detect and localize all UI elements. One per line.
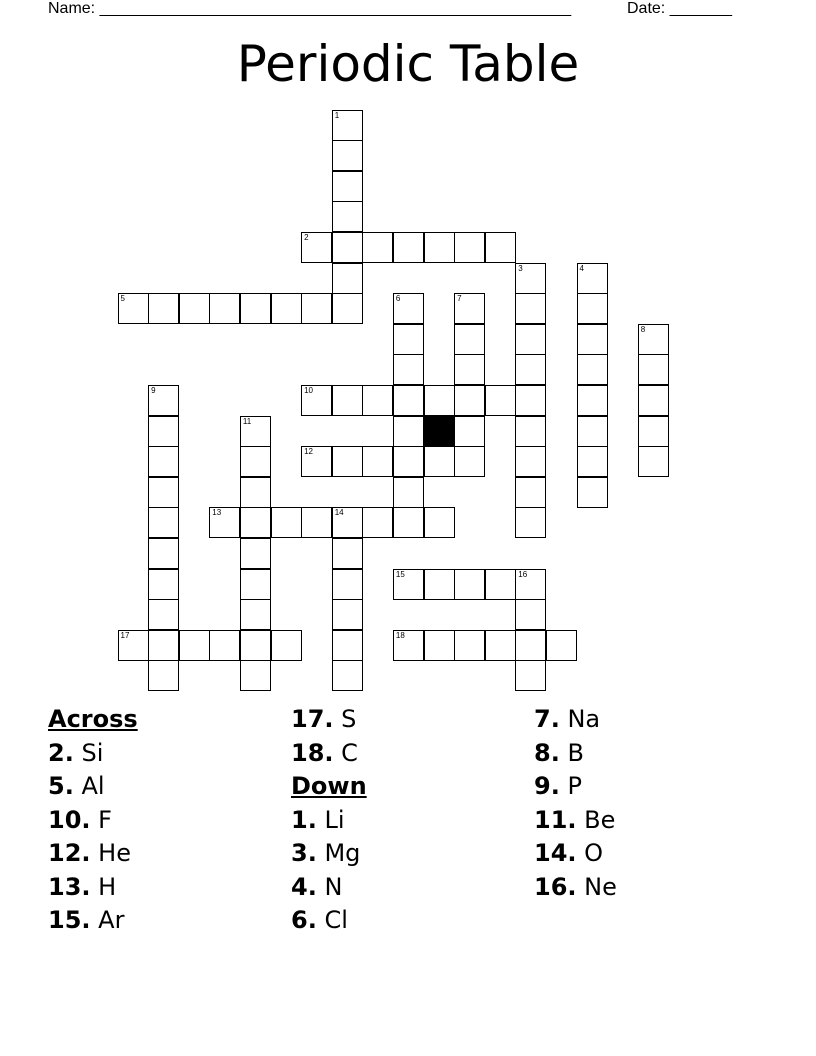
clue-answer: B xyxy=(567,738,584,767)
grid-cell[interactable] xyxy=(148,660,179,691)
clue-number-label: 1 xyxy=(334,110,340,120)
grid-cell[interactable] xyxy=(638,354,669,385)
grid-cell[interactable] xyxy=(240,599,271,630)
clue-number-label: 16 xyxy=(518,569,528,579)
grid-cell[interactable] xyxy=(148,599,179,630)
grid-cell[interactable] xyxy=(148,538,179,569)
clue-number: 14. xyxy=(534,839,577,867)
grid-cell[interactable] xyxy=(301,446,332,477)
grid-cell[interactable] xyxy=(515,263,546,294)
grid-cell[interactable] xyxy=(577,446,608,477)
grid-cell[interactable] xyxy=(515,477,546,508)
clue-number: 5. xyxy=(48,772,74,800)
clue-number: 12. xyxy=(48,839,91,867)
grid-cell[interactable] xyxy=(577,354,608,385)
grid-cell[interactable] xyxy=(577,263,608,294)
clue-number-label: 3 xyxy=(518,263,523,273)
grid-cell[interactable] xyxy=(118,293,149,324)
grid-cell[interactable] xyxy=(424,446,455,477)
grid-cell[interactable] xyxy=(240,446,271,477)
grid-cell[interactable] xyxy=(332,110,363,141)
grid-cell[interactable] xyxy=(424,630,455,661)
grid-cell[interactable] xyxy=(301,507,332,538)
grid-cell[interactable] xyxy=(179,630,210,661)
grid-cell[interactable] xyxy=(332,385,363,416)
clue-number: 4. xyxy=(291,872,317,901)
grid-cell[interactable] xyxy=(515,354,546,385)
grid-cell[interactable] xyxy=(454,293,485,324)
grid-cell[interactable] xyxy=(332,293,363,324)
clue-number: 3. xyxy=(291,839,317,867)
page-title: Periodic Table xyxy=(236,35,580,93)
clue-item xyxy=(48,737,138,771)
grid-cell[interactable] xyxy=(515,599,546,630)
clue-number: 9. xyxy=(534,772,560,800)
grid-cell[interactable] xyxy=(515,293,546,324)
grid-cell[interactable] xyxy=(485,385,516,416)
clue-number-label: 4 xyxy=(579,263,584,273)
clue-number-label: 9 xyxy=(151,385,156,395)
grid-cell[interactable] xyxy=(332,201,363,232)
clue-number: 15. xyxy=(48,906,91,934)
clue-number: 16. xyxy=(534,872,577,901)
grid-cell[interactable] xyxy=(424,385,455,416)
clue-item xyxy=(48,770,138,804)
clue-number: 17. xyxy=(291,705,334,733)
grid-cell[interactable] xyxy=(148,569,179,600)
grid-cell[interactable] xyxy=(148,477,179,508)
clue-item xyxy=(48,837,138,871)
clue-column-1 xyxy=(48,703,138,938)
clue-item xyxy=(534,837,617,871)
grid-cell[interactable] xyxy=(638,416,669,447)
grid-cell[interactable] xyxy=(271,507,302,538)
grid-cell[interactable] xyxy=(577,324,608,355)
grid-cell[interactable] xyxy=(515,569,546,600)
clue-item xyxy=(534,703,617,737)
grid-cell[interactable] xyxy=(240,538,271,569)
clue-answer: Be xyxy=(584,805,616,834)
grid-cell[interactable] xyxy=(638,324,669,355)
clue-number-label: 18 xyxy=(395,630,405,640)
grid-cell[interactable] xyxy=(332,446,363,477)
clue-answer: Na xyxy=(567,705,601,733)
clue-item xyxy=(48,904,138,938)
grid-cell[interactable] xyxy=(577,416,608,447)
grid-cell[interactable] xyxy=(638,446,669,477)
clue-answer: Li xyxy=(324,805,345,834)
grid-cell[interactable] xyxy=(393,477,424,508)
grid-cell[interactable] xyxy=(209,293,240,324)
clue-answer: S xyxy=(341,705,357,733)
grid-cell[interactable] xyxy=(301,293,332,324)
grid-cell[interactable] xyxy=(332,171,363,202)
clue-number: 13. xyxy=(48,872,91,901)
grid-cell[interactable] xyxy=(240,630,271,661)
clue-answer: F xyxy=(98,805,112,834)
grid-cell[interactable] xyxy=(454,385,485,416)
black-square xyxy=(424,416,455,447)
grid-cell[interactable] xyxy=(148,446,179,477)
grid-cell[interactable] xyxy=(393,354,424,385)
grid-cell[interactable] xyxy=(515,324,546,355)
clue-item xyxy=(48,804,138,838)
grid-cell[interactable] xyxy=(148,385,179,416)
clue-number-label: 2 xyxy=(304,232,309,242)
grid-cell[interactable] xyxy=(515,507,546,538)
date-field-label: Date: _______ xyxy=(627,0,732,17)
grid-cell[interactable] xyxy=(485,232,516,263)
grid-cell[interactable] xyxy=(148,293,179,324)
grid-cell[interactable] xyxy=(240,660,271,691)
grid-cell[interactable] xyxy=(301,232,332,263)
grid-cell[interactable] xyxy=(454,630,485,661)
clue-number: 2. xyxy=(48,738,74,767)
clue-number-label: 15 xyxy=(395,569,405,579)
clue-number-label: 13 xyxy=(212,508,222,518)
grid-cell[interactable] xyxy=(454,446,485,477)
down-heading: Down xyxy=(291,772,367,800)
clue-answer: H xyxy=(98,872,117,901)
clue-item xyxy=(291,837,367,871)
grid-cell[interactable] xyxy=(424,507,455,538)
grid-cell[interactable] xyxy=(362,385,393,416)
grid-cell[interactable] xyxy=(332,569,363,600)
clue-answer: O xyxy=(584,839,604,867)
clue-number: 11. xyxy=(534,805,577,834)
grid-cell[interactable] xyxy=(148,630,179,661)
clue-answer: N xyxy=(324,872,343,901)
clue-number: 18. xyxy=(291,738,334,767)
grid-cell[interactable] xyxy=(209,630,240,661)
grid-cell[interactable] xyxy=(332,599,363,630)
clue-item xyxy=(291,737,367,771)
clue-item xyxy=(291,703,367,737)
clue-number-label: 11 xyxy=(242,416,252,426)
grid-cell[interactable] xyxy=(638,385,669,416)
clue-answer: C xyxy=(341,738,358,767)
grid-cell[interactable] xyxy=(515,385,546,416)
clue-number-label: 7 xyxy=(457,294,462,304)
clue-number-label: 8 xyxy=(640,324,646,334)
grid-cell[interactable] xyxy=(393,569,424,600)
grid-cell[interactable] xyxy=(393,507,424,538)
grid-cell[interactable] xyxy=(271,293,302,324)
grid-cell[interactable] xyxy=(577,385,608,416)
grid-cell[interactable] xyxy=(393,324,424,355)
across-heading: Across xyxy=(48,705,138,733)
clue-number-label: 17 xyxy=(120,630,130,640)
grid-cell[interactable] xyxy=(424,232,455,263)
clue-number: 6. xyxy=(291,906,317,934)
grid-cell[interactable] xyxy=(240,416,271,447)
clue-number-label: 14 xyxy=(334,508,344,518)
grid-cell[interactable] xyxy=(362,232,393,263)
name-field-label: Name: _____________________________________________________ xyxy=(48,0,572,17)
clue-number-label: 10 xyxy=(304,385,313,395)
grid-cell[interactable] xyxy=(485,569,516,600)
clue-answer: Cl xyxy=(324,906,348,934)
clue-number-label: 5 xyxy=(120,294,125,304)
grid-cell[interactable] xyxy=(240,507,271,538)
grid-cell[interactable] xyxy=(179,293,210,324)
clue-item xyxy=(534,737,617,771)
grid-cell[interactable] xyxy=(393,630,424,661)
grid-cell[interactable] xyxy=(393,385,424,416)
clue-number: 7. xyxy=(534,705,560,733)
grid-cell[interactable] xyxy=(393,293,424,324)
clue-item xyxy=(291,904,367,938)
grid-cell[interactable] xyxy=(424,569,455,600)
grid-cell[interactable] xyxy=(454,416,485,447)
grid-cell[interactable] xyxy=(577,477,608,508)
clue-answer: P xyxy=(567,772,582,800)
grid-cell[interactable] xyxy=(454,324,485,355)
clue-number: 10. xyxy=(48,805,91,834)
grid-cell[interactable] xyxy=(148,416,179,447)
clue-answer: Ne xyxy=(584,872,617,901)
grid-cell[interactable] xyxy=(485,630,516,661)
grid-cell[interactable] xyxy=(332,232,363,263)
clue-number-label: 6 xyxy=(395,294,401,304)
grid-cell[interactable] xyxy=(332,140,363,171)
grid-cell[interactable] xyxy=(515,630,546,661)
grid-cell[interactable] xyxy=(515,416,546,447)
grid-cell[interactable] xyxy=(240,477,271,508)
grid-cell[interactable] xyxy=(332,263,363,294)
clue-item xyxy=(291,871,367,905)
grid-cell[interactable] xyxy=(454,354,485,385)
clue-number: 1. xyxy=(291,805,317,834)
grid-cell[interactable] xyxy=(454,232,485,263)
clue-item xyxy=(291,804,367,838)
grid-cell[interactable] xyxy=(546,630,577,661)
grid-cell[interactable] xyxy=(454,569,485,600)
clue-number: 8. xyxy=(534,738,560,767)
clue-answer: He xyxy=(98,839,131,867)
clue-answer: Si xyxy=(81,738,104,767)
grid-cell[interactable] xyxy=(271,630,302,661)
grid-cell[interactable] xyxy=(332,630,363,661)
clue-item xyxy=(534,871,617,905)
grid-cell[interactable] xyxy=(362,446,393,477)
clue-item xyxy=(534,770,617,804)
clue-answer: Mg xyxy=(324,839,361,867)
grid-cell[interactable] xyxy=(301,385,332,416)
grid-cell[interactable] xyxy=(240,293,271,324)
grid-cell[interactable] xyxy=(332,538,363,569)
grid-cell[interactable] xyxy=(577,293,608,324)
clue-answer: Al xyxy=(81,772,105,800)
grid-cell[interactable] xyxy=(393,232,424,263)
clue-item xyxy=(534,804,617,838)
grid-cell[interactable] xyxy=(118,630,149,661)
clue-number-label: 12 xyxy=(304,447,313,457)
grid-cell[interactable] xyxy=(515,446,546,477)
clue-answer: Ar xyxy=(98,906,125,934)
grid-cell[interactable] xyxy=(148,507,179,538)
grid-cell[interactable] xyxy=(332,660,363,691)
grid-cell[interactable] xyxy=(362,507,393,538)
clue-item xyxy=(48,871,138,905)
grid-cell[interactable] xyxy=(393,416,424,447)
grid-cell[interactable] xyxy=(332,507,363,538)
grid-cell[interactable] xyxy=(240,569,271,600)
clue-column-2 xyxy=(291,703,367,938)
grid-cell[interactable] xyxy=(393,446,424,477)
grid-cell[interactable] xyxy=(515,660,546,691)
grid-cell[interactable] xyxy=(209,507,240,538)
clue-column-3 xyxy=(534,703,617,904)
